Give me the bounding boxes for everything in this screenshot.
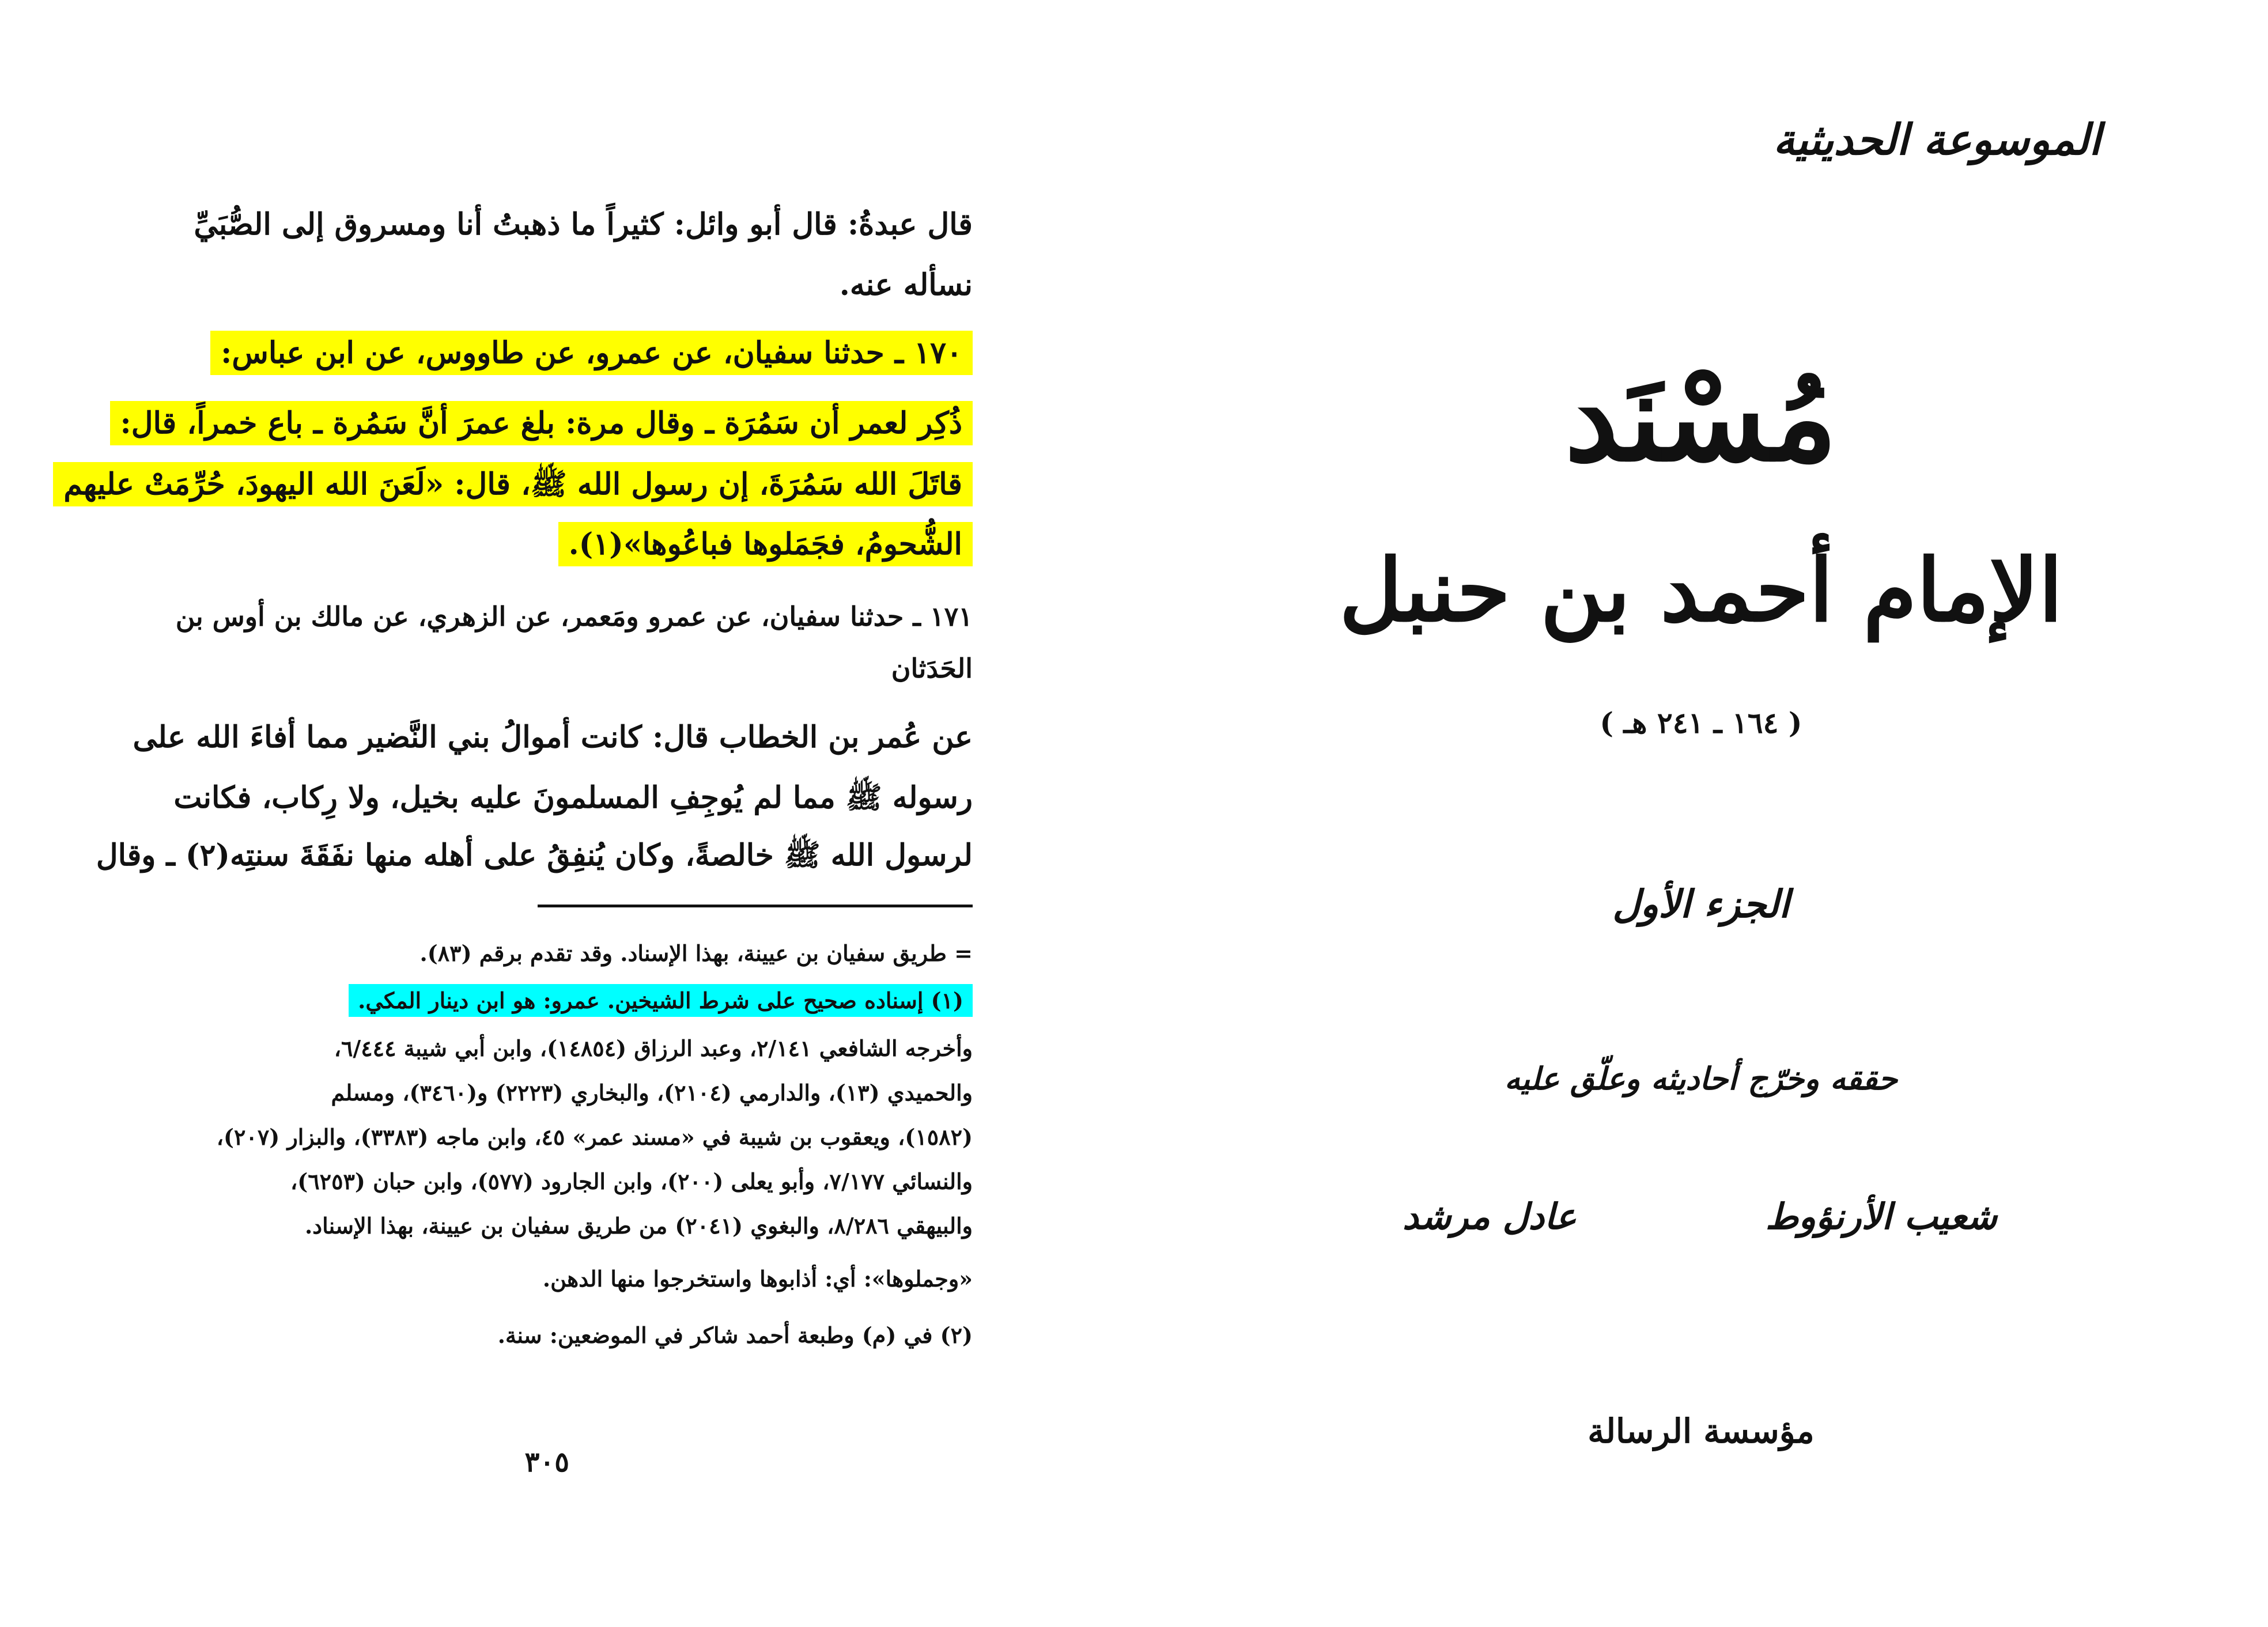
highlight-yellow: ١٧٠ ـ حدثنا سفيان، عن عمرو، عن طاووس، عن ابن عباس: — [210, 331, 973, 375]
umar-line-1: عن عُمر بن الخطاب قال: كانت أموالُ بني النَّضير مما أفاءَ الله على — [133, 720, 973, 755]
footnote-line-4: والنسائي ٧/١٧٧، وأبو يعلى (٢٠٠)، وابن الجارود (٥٧٧)، وابن حبان (٦٢٥٣)، — [290, 1168, 973, 1194]
footnote-continuation: = طريق سفيان بن عيينة، بهذا الإسناد. وقد تقدم برقم (٨٣). — [419, 940, 973, 966]
series-title: الموسوعة الحديثية — [1773, 115, 2101, 165]
hadith-170-line-1 — [210, 333, 973, 373]
footnote-divider — [538, 905, 973, 907]
right-page — [1134, 0, 2268, 1627]
intro-line-1: قال عبدةُ: قال أبو وائل: كثيراً ما ذهبتُ أنا ومسروق إلى الصُّبَيِّ — [194, 207, 973, 242]
footnote-2: (٢) في (م) وطبعة أحمد شاكر في الموضعين: سنة. — [497, 1322, 973, 1348]
page-number: ٣٠٥ — [524, 1446, 569, 1478]
highlight-yellow: ذُكِر لعمر أن سَمُرَة ـ وقال مرة: بلغ عمرَ أنَّ سَمُرة ـ باع خمراً، قال: — [110, 401, 973, 445]
editors-intro: حققه وخرّج أحاديثه وعلّق عليه — [1505, 1060, 1897, 1097]
editor-shuayb: شعيب الأرنؤوط — [1765, 1195, 1997, 1238]
hadith-170-line-3 — [53, 464, 973, 505]
hadith-171-line-2: الحَدَثان — [891, 653, 973, 684]
intro-line-2: نسأله عنه. — [839, 267, 973, 302]
dates: ( ١٦٤ ـ ٢٤١ هـ ) — [1600, 706, 1802, 740]
umar-line-3: لرسول الله ﷺ خالصةً، وكان يُنفِقُ على أهله منها نفَقَةَ سنتِه(٢) ـ وقال — [96, 838, 973, 873]
footnote-1-first-line — [349, 986, 973, 1015]
footnote-line-1: وأخرجه الشافعي ٢/١٤١، وعبد الرزاق (١٤٨٥٤)، وابن أبي شيبة ٦/٤٤٤، — [334, 1035, 973, 1061]
highlight-yellow: قاتَلَ الله سَمُرَةَ، إن رسول الله ﷺ، قال: «لَعَنَ الله اليهودَ، حُرِّمَتْ عليهم — [53, 462, 973, 506]
umar-line-2: رسوله ﷺ مما لم يُوجِفِ المسلمونَ عليه بخيل، ولا رِكاب، فكانت — [173, 780, 973, 815]
highlight-cyan: (١) إسناده صحيح على شرط الشيخين. عمرو: هو ابن دينار المكي. — [349, 984, 973, 1017]
volume-label: الجزء الأول — [1612, 881, 1790, 926]
title-imam-ahmad: الإمام أحمد بن حنبل — [1339, 540, 2063, 641]
hadith-170-line-2 — [110, 403, 973, 444]
editor-adil: عادل مرشد — [1402, 1195, 1577, 1238]
footnote-gloss: «وجملوها»: أي: أذابوها واستخرجوا منها الدهن. — [542, 1266, 973, 1292]
publisher: مؤسسة الرسالة — [1587, 1412, 1815, 1451]
highlight-yellow: الشُّحومُ، فجَمَلوها فباعُوها»(١). — [558, 522, 973, 566]
hadith-171-line-1: ١٧١ ـ حدثنا سفيان، عن عمرو ومَعمر، عن الزهري، عن مالك بن أوس بن — [175, 601, 973, 632]
footnote-line-3: (١٥٨٢)، ويعقوب بن شيبة في «مسند عمر» ٤٥، وابن ماجه (٣٣٨٣)، والبزار (٢٠٧)، — [216, 1124, 973, 1150]
footnote-line-5: والبيهقي ٨/٢٨٦، والبغوي (٢٠٤١) من طريق سفيان بن عيينة، بهذا الإسناد. — [304, 1213, 973, 1239]
title-musnad: مُسْنَد — [1564, 346, 1838, 489]
footnote-line-2: والحميدي (١٣)، والدارمي (٢١٠٤)، والبخاري (٢٢٢٣) و(٣٤٦٠)، ومسلم — [331, 1080, 973, 1106]
hadith-170-line-4 — [558, 524, 973, 565]
